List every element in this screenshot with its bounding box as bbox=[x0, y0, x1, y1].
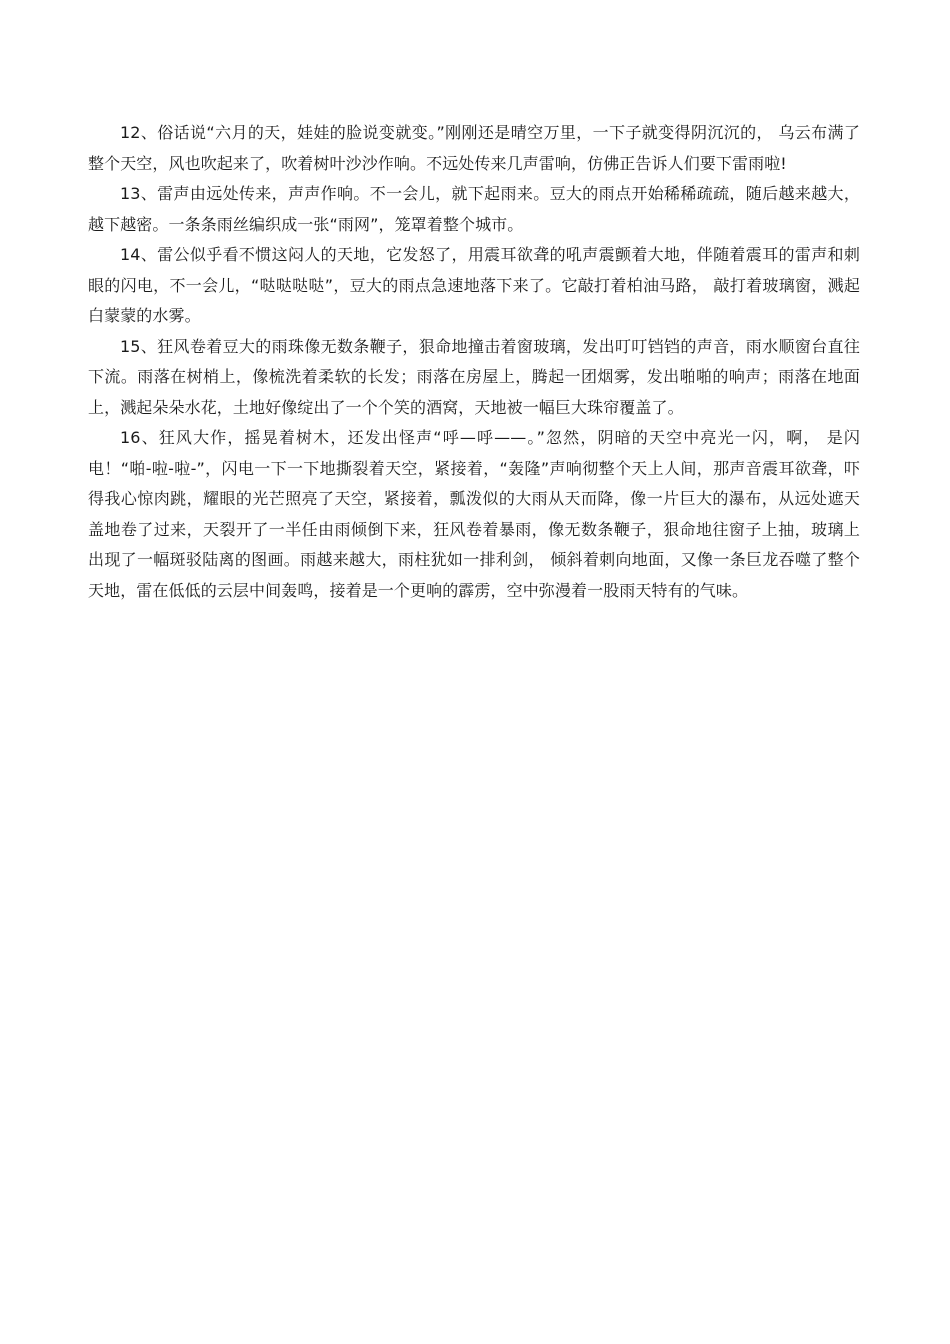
paragraph-12: 12、俗话说“六月的天，娃娃的脸说变就变。”刚刚还是晴空万里，一下子就变得阴沉沉的， 乌云布满了整个天空，风也吹起来了，吹着树叶沙沙作响。不远处传来几声雷响，仿佛正告诉人们要下雷雨啦! bbox=[88, 123, 860, 173]
paragraph-13: 13、雷声由远处传来，声声作响。不一会儿，就下起雨来。豆大的雨点开始稀稀疏疏，随后越来越大，越下越密。一条条雨丝编织成一张“雨网”，笼罩着整个城市。 bbox=[88, 184, 860, 234]
paragraph-15: 15、狂风卷着豆大的雨珠像无数条鞭子，狠命地撞击着窗玻璃，发出叮叮铛铛的声音，雨水顺窗台直往下流。雨落在树梢上，像梳洗着柔软的长发；雨落在房屋上，腾起一团烟雾，发出啪啪的响声；雨落在地面上，溅起朵朵水花，土地好像绽出了一个个笑的酒窝，天地被一幅巨大珠帘覆盖了。 bbox=[88, 336, 860, 417]
paragraph-16: 16、狂风大作，摇晃着树木，还发出怪声“呼—呼——。”忽然，阴暗的天空中亮光一闪，啊， 是闪电！“啪-啦-啦-”，闪电一下一下地撕裂着天空，紧接着，“轰隆”声响彻整个天上人间，那声音震耳欲聋，吓得我心惊肉跳，耀眼的光芒照亮了天空，紧接着，瓢泼似的大雨从天而降，像一片巨大的瀑布，从远处遮天盖地卷了过来，天裂开了一半任由雨倾倒下来，狂风卷着暴雨，像无数条鞭子，狠命地往窗子上抽，玻璃上出现了一幅斑驳陆离的图画。雨越来越大，雨柱犹如一排利剑， 倾斜着刺向地面，又像一条巨龙吞噬了整个天地，雷在低低的云层中间轰鸣，接着是一个更响的霹雳，空中弥漫着一股雨天特有的气味。 bbox=[88, 428, 860, 600]
paragraph-14: 14、雷公似乎看不惯这闷人的天地，它发怒了，用震耳欲聋的吼声震颤着大地，伴随着震耳的雷声和刺眼的闪电，不一会儿，“哒哒哒哒”，豆大的雨点急速地落下来了。它敲打着柏油马路， 敲打着玻璃窗，溅起白蒙蒙的水雾。 bbox=[88, 245, 860, 325]
